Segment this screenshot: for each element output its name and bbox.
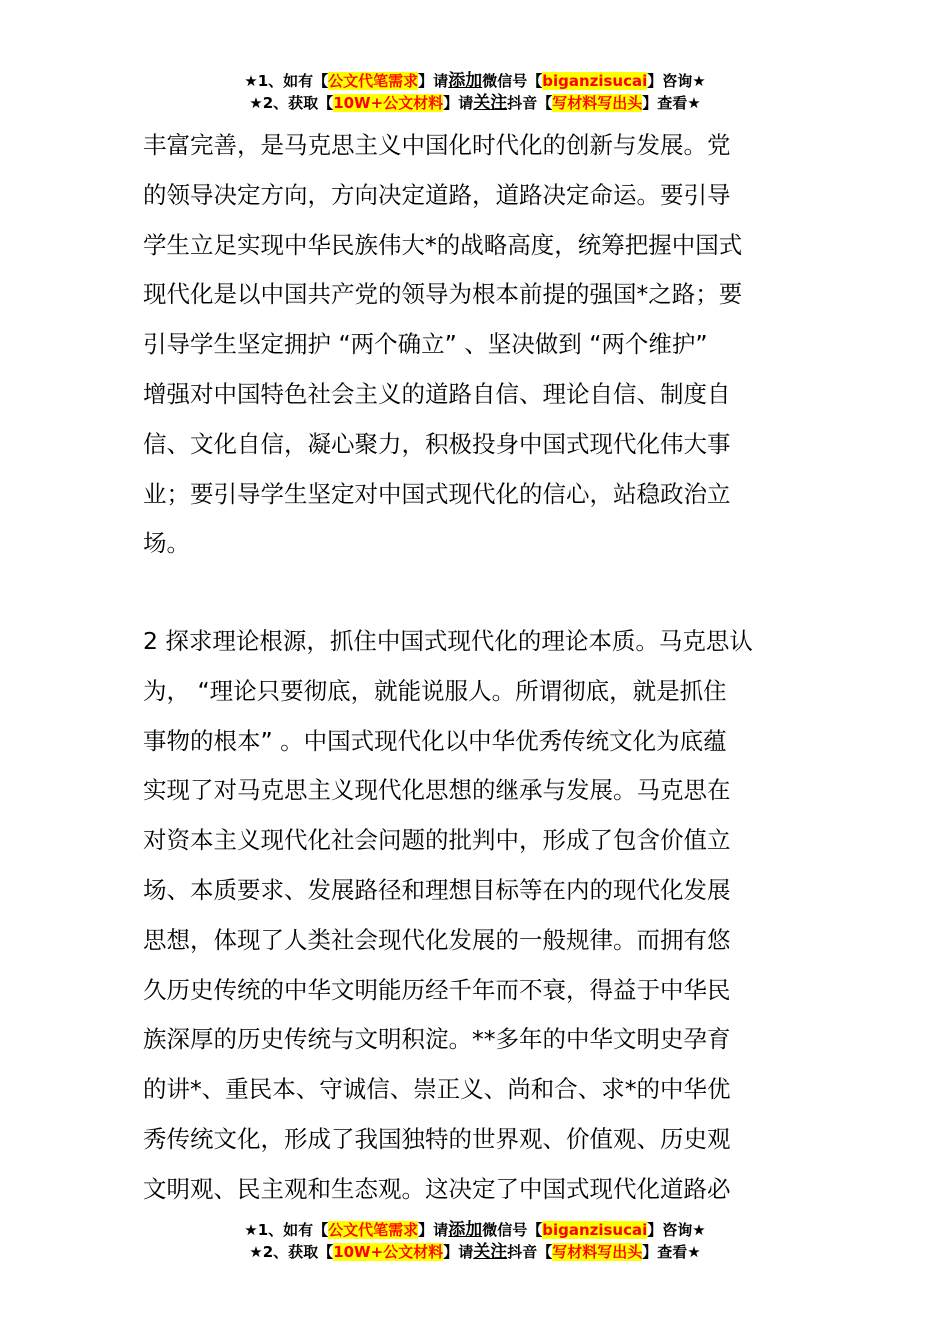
text-line: 信、文化自信，凝心聚力，积极投身中国式现代化伟大事 (143, 429, 731, 458)
banner-text: 】咨询★ (647, 1221, 706, 1239)
text-line: 2 探求理论根源，抓住中国式现代化的理论本质。马克思认 (143, 627, 753, 655)
text-line: 现代化是以中国共产党的领导为根本前提的强国*之路；要 (143, 280, 743, 309)
text-line: 为， “理论只要彻底，就能说服人。所谓彻底，就是抓住 (143, 676, 727, 705)
text-line: 族深厚的历史传统与文明积淀。**多年的中华文明史孕育 (143, 1025, 731, 1054)
banner-text: 抖音【 (507, 1243, 553, 1261)
text-line: 实现了对马克思主义现代化思想的继承与发展。马克思在 (143, 776, 731, 805)
banner-emphasis: 关注 (473, 1242, 508, 1262)
header-banner (0, 70, 950, 114)
banner-text: ★1、如有【 (244, 72, 329, 90)
text-line: 场、本质要求、发展路径和理想目标等在内的现代化发展 (143, 875, 731, 904)
banner-text: 】查看★ (642, 94, 701, 112)
footer-banner (0, 1219, 950, 1263)
banner-line-1 (0, 1219, 950, 1241)
text-line: 业；要引导学生坚定对中国式现代化的信心，站稳政治立 (143, 479, 731, 508)
text-line: 事物的根本” 。中国式现代化以中华优秀传统文化为底蕴 (143, 726, 727, 755)
text-line: 秀传统文化，形成了我国独特的世界观、价值观、历史观 (143, 1124, 731, 1153)
highlight-service: 公文代笔需求 (328, 72, 419, 90)
text-line: 的领导决定方向，方向决定道路，道路决定命运。要引导 (143, 180, 731, 209)
highlight-materials: 10W+公文材料 (333, 1243, 444, 1261)
highlight-materials: 10W+公文材料 (333, 94, 444, 112)
banner-line-2 (0, 1241, 950, 1263)
text-line: 场。 (143, 529, 190, 558)
banner-text: ★1、如有【 (244, 1221, 329, 1239)
highlight-douyin-account: 写材料写出头 (552, 94, 643, 112)
text-line: 对资本主义现代化社会问题的批判中，形成了包含价值立 (143, 826, 731, 855)
text-line: 久历史传统的中华文明能历经千年而不衰，得益于中华民 (143, 975, 731, 1004)
banner-text: ★2、获取【 (249, 94, 334, 112)
banner-text: 】咨询★ (647, 72, 706, 90)
text-line: 文明观、民主观和生态观。这决定了中国式现代化道路必 (143, 1174, 731, 1203)
text-line: 引导学生坚定拥护 “两个确立” 、坚决做到 “两个维护” (143, 330, 708, 359)
text-line: 增强对中国特色社会主义的道路自信、理论自信、制度自 (143, 379, 731, 408)
paragraph-1 (143, 121, 813, 569)
highlight-wechat-id: biganzisucai (542, 72, 648, 90)
banner-emphasis: 添加 (448, 71, 483, 91)
banner-text: 】请 (443, 1243, 474, 1261)
banner-emphasis: 关注 (473, 93, 508, 113)
highlight-douyin-account: 写材料写出头 (552, 1243, 643, 1261)
text-line: 丰富完善，是马克思主义中国化时代化的创新与发展。党 (143, 131, 731, 159)
paragraph-2 (143, 617, 813, 1215)
text-line: 的讲*、重民本、守诚信、崇正义、尚和合、求*的中华优 (143, 1075, 731, 1104)
banner-emphasis: 添加 (448, 1220, 483, 1240)
banner-line-1 (0, 70, 950, 92)
banner-line-2 (0, 92, 950, 114)
banner-text: 】查看★ (642, 1243, 701, 1261)
banner-text: 】请 (418, 72, 449, 90)
banner-text: 微信号【 (482, 1221, 543, 1239)
text-line: 学生立足实现中华民族伟大*的战略高度，统筹把握中国式 (143, 230, 743, 259)
banner-text: ★2、获取【 (249, 1243, 334, 1261)
banner-text: 微信号【 (482, 72, 543, 90)
highlight-service: 公文代笔需求 (328, 1221, 419, 1239)
text-line: 思想，体现了人类社会现代化发展的一般规律。而拥有悠 (143, 925, 731, 954)
banner-text: 抖音【 (507, 94, 553, 112)
banner-text: 】请 (418, 1221, 449, 1239)
highlight-wechat-id: biganzisucai (542, 1221, 648, 1239)
banner-text: 】请 (443, 94, 474, 112)
